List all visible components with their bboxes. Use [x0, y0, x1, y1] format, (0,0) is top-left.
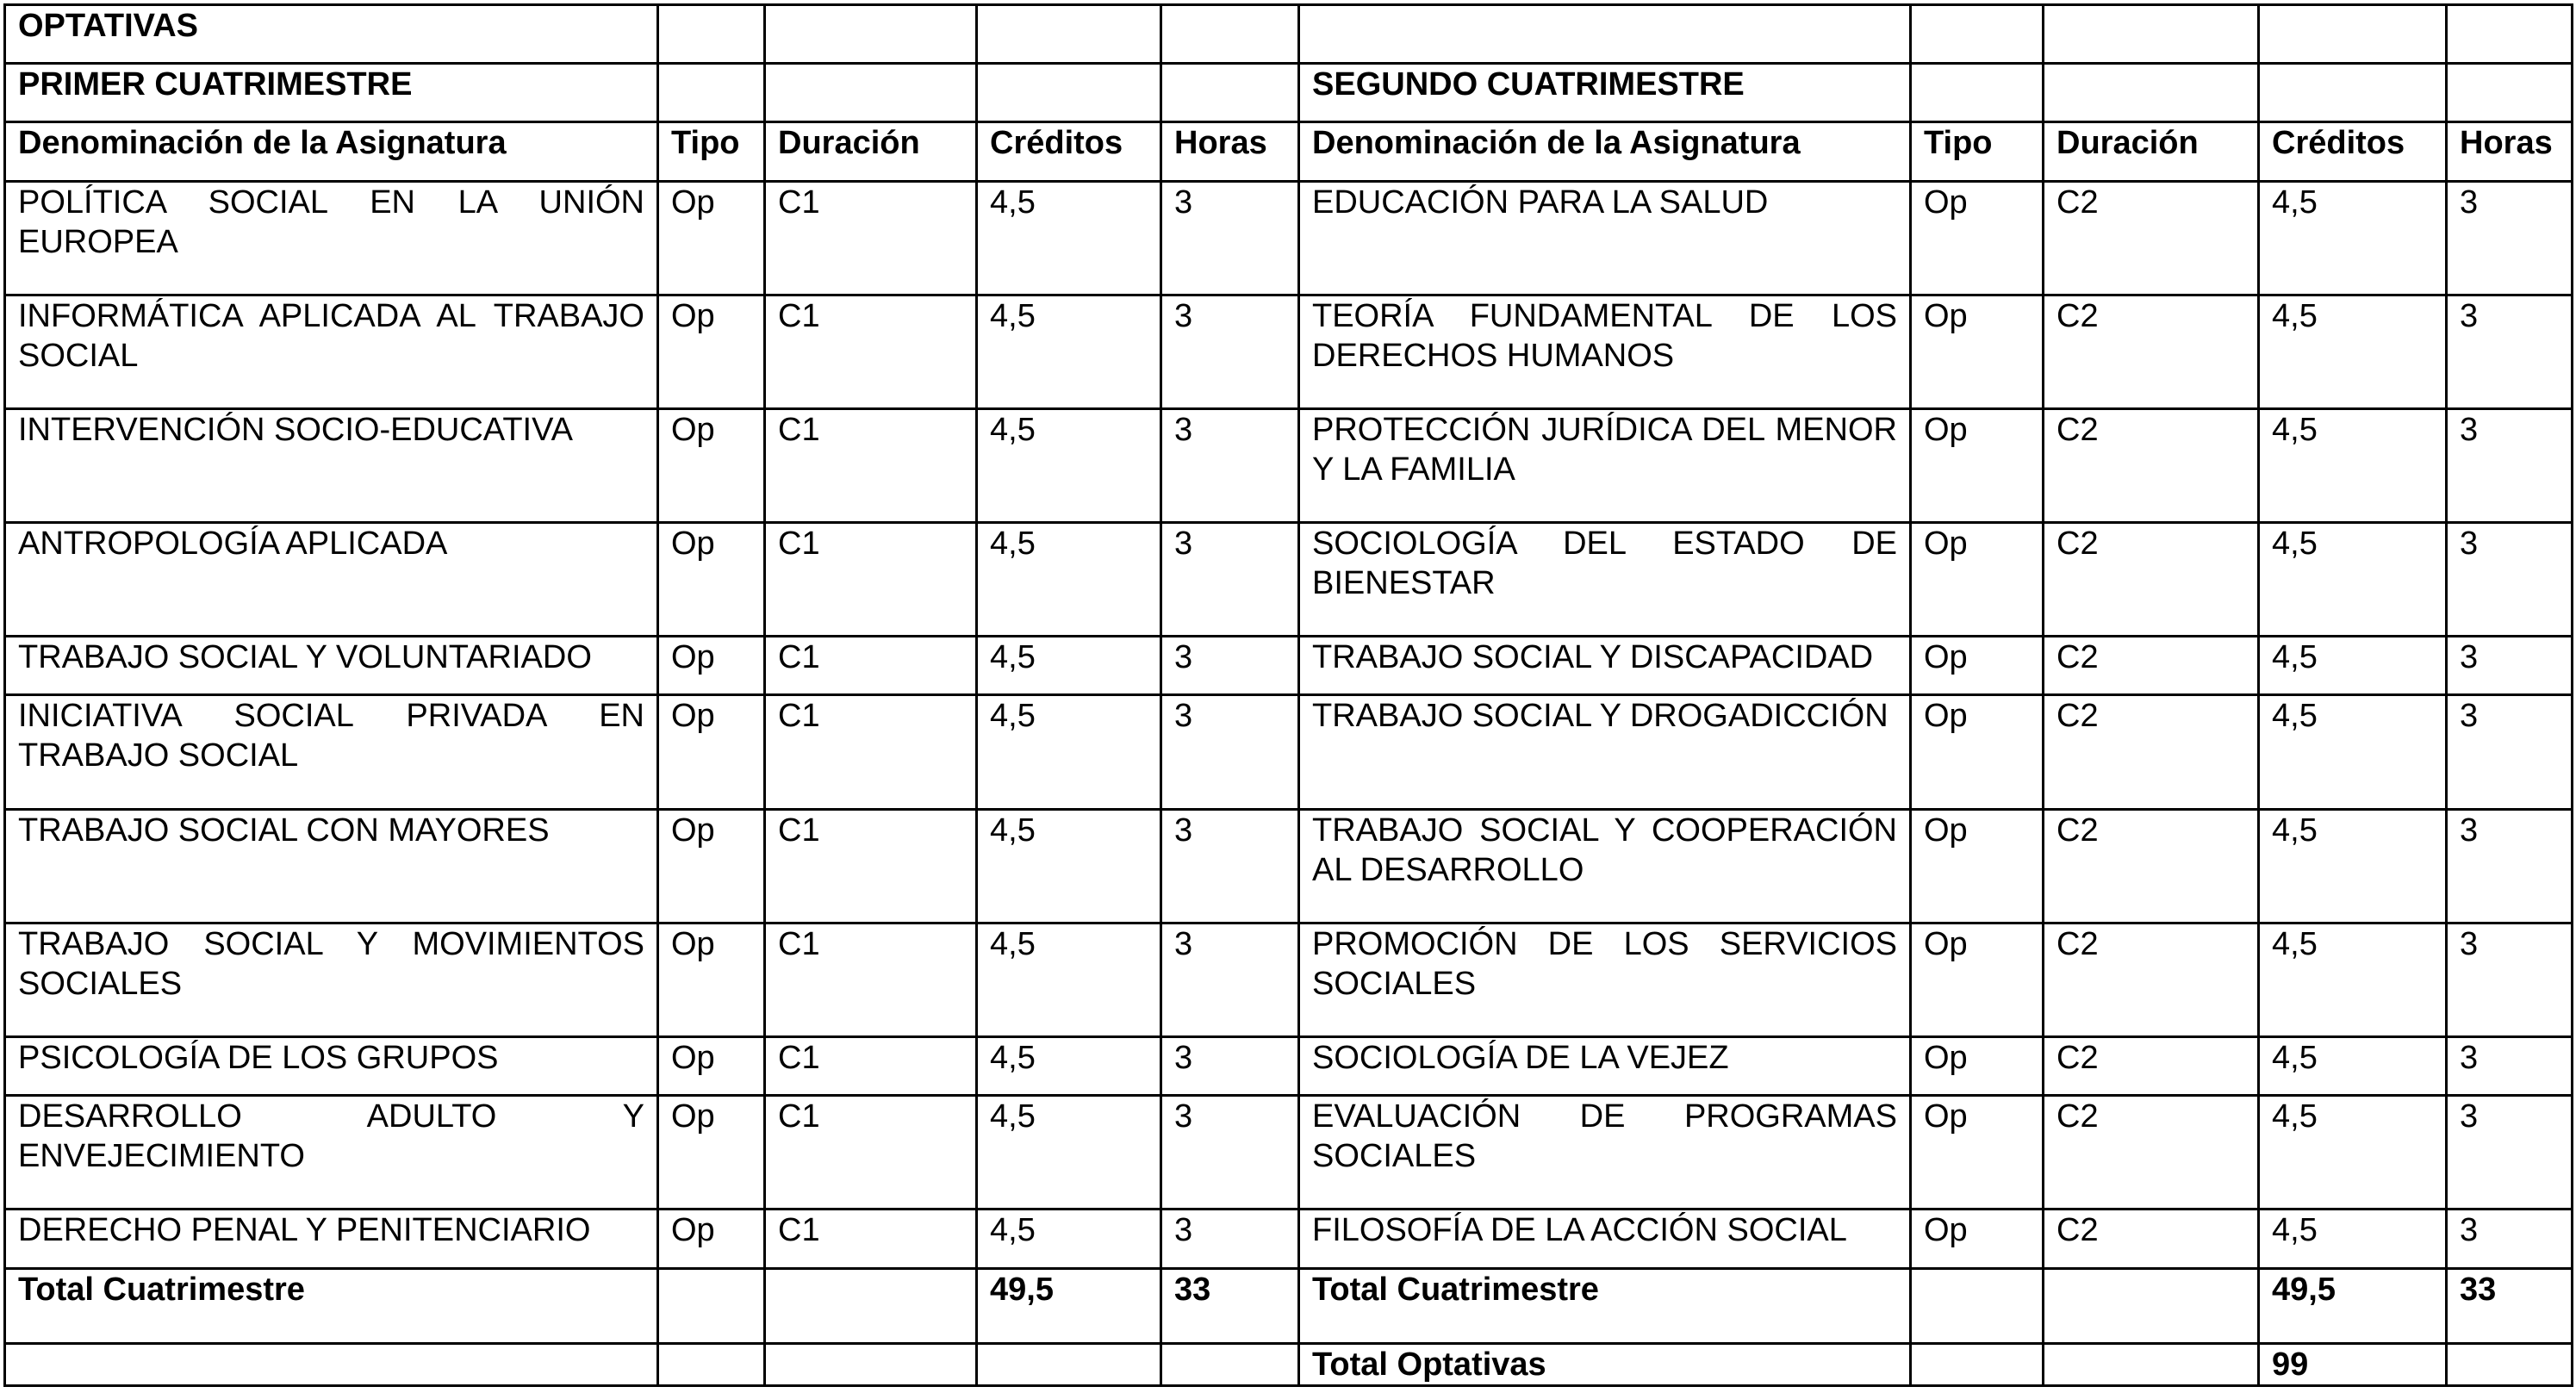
- course-tipo: Op: [1911, 408, 2044, 522]
- table-row: [5, 1210, 2573, 1268]
- course-creditos: 4,5: [977, 923, 1161, 1036]
- first-term-heading: PRIMER CUATRIMESTRE: [5, 64, 658, 122]
- course-duracion: C2: [2044, 1210, 2259, 1268]
- course-horas: 3: [2447, 1096, 2573, 1210]
- course-name: INTERVENCIÓN SOCIO-EDUCATIVA: [5, 408, 658, 522]
- col-header-horas: Horas: [1161, 122, 1299, 181]
- col-header-tipo: Tipo: [1911, 122, 2044, 181]
- course-name: INICIATIVA SOCIAL PRIVADA EN TRABAJO SOCIAL: [5, 695, 658, 809]
- course-creditos: 4,5: [2259, 1037, 2447, 1096]
- course-tipo: Op: [1911, 1210, 2044, 1268]
- course-creditos: 4,5: [977, 1037, 1161, 1096]
- course-creditos: 4,5: [2259, 408, 2447, 522]
- course-duracion: C2: [2044, 1096, 2259, 1210]
- course-tipo: Op: [1911, 295, 2044, 408]
- second-total-creditos: 49,5: [2259, 1268, 2447, 1343]
- course-name: TRABAJO SOCIAL CON MAYORES: [5, 809, 658, 923]
- course-horas: 3: [2447, 695, 2573, 809]
- course-creditos: 4,5: [977, 695, 1161, 809]
- course-duracion: C2: [2044, 809, 2259, 923]
- course-creditos: 4,5: [977, 1096, 1161, 1210]
- course-horas: 3: [2447, 1210, 2573, 1268]
- course-name: TEORÍA FUNDAMENTAL DE LOS DERECHOS HUMANOS: [1299, 295, 1911, 408]
- course-duracion: C2: [2044, 408, 2259, 522]
- col-header-duracion: Duración: [2044, 122, 2259, 181]
- course-name: DESARROLLO ADULTO Y ENVEJECIMIENTO: [5, 1096, 658, 1210]
- course-tipo: Op: [1911, 637, 2044, 695]
- second-total-horas: 33: [2447, 1268, 2573, 1343]
- totals-row: [5, 1268, 2573, 1343]
- col-header-tipo: Tipo: [658, 122, 765, 181]
- course-tipo: Op: [658, 295, 765, 408]
- course-tipo: Op: [658, 637, 765, 695]
- course-duracion: C2: [2044, 523, 2259, 637]
- course-horas: 3: [1161, 181, 1299, 295]
- course-tipo: Op: [1911, 181, 2044, 295]
- course-duracion: C2: [2044, 181, 2259, 295]
- grand-total-row: [5, 1344, 2573, 1386]
- table-row: [5, 408, 2573, 522]
- grand-total-label: Total Optativas: [1299, 1344, 1911, 1386]
- course-tipo: Op: [1911, 1096, 2044, 1210]
- second-term-heading: SEGUNDO CUATRIMESTRE: [1299, 64, 1911, 122]
- course-duracion: C1: [765, 1210, 977, 1268]
- course-name: PROTECCIÓN JURÍDICA DEL MENOR Y LA FAMILIA: [1299, 408, 1911, 522]
- course-tipo: Op: [658, 523, 765, 637]
- course-duracion: C1: [765, 923, 977, 1036]
- course-name: FILOSOFÍA DE LA ACCIÓN SOCIAL: [1299, 1210, 1911, 1268]
- course-tipo: Op: [658, 1096, 765, 1210]
- course-name: PSICOLOGÍA DE LOS GRUPOS: [5, 1037, 658, 1096]
- course-creditos: 4,5: [2259, 695, 2447, 809]
- course-duracion: C1: [765, 408, 977, 522]
- col-header-duracion: Duración: [765, 122, 977, 181]
- course-tipo: Op: [658, 923, 765, 1036]
- course-name: TRABAJO SOCIAL Y DISCAPACIDAD: [1299, 637, 1911, 695]
- course-creditos: 4,5: [977, 637, 1161, 695]
- optativas-table: [3, 3, 2573, 1387]
- course-creditos: 4,5: [977, 408, 1161, 522]
- table-row: [5, 181, 2573, 295]
- course-name: INFORMÁTICA APLICADA AL TRABAJO SOCIAL: [5, 295, 658, 408]
- course-tipo: Op: [1911, 809, 2044, 923]
- course-horas: 3: [1161, 1037, 1299, 1096]
- col-header-creditos: Créditos: [2259, 122, 2447, 181]
- course-name: PROMOCIÓN DE LOS SERVICIOS SOCIALES: [1299, 923, 1911, 1036]
- course-creditos: 4,5: [977, 295, 1161, 408]
- course-duracion: C2: [2044, 695, 2259, 809]
- course-tipo: Op: [658, 181, 765, 295]
- course-tipo: Op: [1911, 523, 2044, 637]
- course-horas: 3: [1161, 295, 1299, 408]
- section-heading-row: [5, 64, 2573, 122]
- col-header-name: Denominación de la Asignatura: [5, 122, 658, 181]
- course-name: POLÍTICA SOCIAL EN LA UNIÓN EUROPEA: [5, 181, 658, 295]
- course-duracion: C1: [765, 1037, 977, 1096]
- course-creditos: 4,5: [2259, 923, 2447, 1036]
- title-row: [5, 5, 2573, 64]
- course-creditos: 4,5: [977, 523, 1161, 637]
- course-duracion: C1: [765, 637, 977, 695]
- course-horas: 3: [2447, 523, 2573, 637]
- table-row: [5, 809, 2573, 923]
- course-name: TRABAJO SOCIAL Y VOLUNTARIADO: [5, 637, 658, 695]
- course-duracion: C2: [2044, 295, 2259, 408]
- table-title: OPTATIVAS: [5, 5, 658, 64]
- course-name: ANTROPOLOGÍA APLICADA: [5, 523, 658, 637]
- course-creditos: 4,5: [2259, 1210, 2447, 1268]
- course-tipo: Op: [658, 408, 765, 522]
- course-creditos: 4,5: [2259, 523, 2447, 637]
- course-tipo: Op: [1911, 923, 2044, 1036]
- table-row: [5, 1037, 2573, 1096]
- table-row: [5, 1096, 2573, 1210]
- course-name: EDUCACIÓN PARA LA SALUD: [1299, 181, 1911, 295]
- course-horas: 3: [1161, 1210, 1299, 1268]
- course-horas: 3: [1161, 923, 1299, 1036]
- col-header-name: Denominación de la Asignatura: [1299, 122, 1911, 181]
- course-horas: 3: [1161, 637, 1299, 695]
- course-name: EVALUACIÓN DE PROGRAMAS SOCIALES: [1299, 1096, 1911, 1210]
- first-total-label: Total Cuatrimestre: [5, 1268, 658, 1343]
- course-duracion: C1: [765, 181, 977, 295]
- course-horas: 3: [2447, 295, 2573, 408]
- course-creditos: 4,5: [2259, 295, 2447, 408]
- course-creditos: 4,5: [2259, 1096, 2447, 1210]
- course-horas: 3: [2447, 408, 2573, 522]
- course-creditos: 4,5: [2259, 181, 2447, 295]
- course-horas: 3: [2447, 923, 2573, 1036]
- course-duracion: C1: [765, 695, 977, 809]
- course-name: TRABAJO SOCIAL Y MOVIMIENTOS SOCIALES: [5, 923, 658, 1036]
- course-duracion: C1: [765, 809, 977, 923]
- table-row: [5, 637, 2573, 695]
- grand-total-creditos: 99: [2259, 1344, 2447, 1386]
- course-horas: 3: [2447, 181, 2573, 295]
- course-tipo: Op: [658, 695, 765, 809]
- second-total-label: Total Cuatrimestre: [1299, 1268, 1911, 1343]
- course-horas: 3: [2447, 637, 2573, 695]
- column-header-row: [5, 122, 2573, 181]
- course-duracion: C2: [2044, 923, 2259, 1036]
- course-name: TRABAJO SOCIAL Y COOPERACIÓN AL DESARROLLO: [1299, 809, 1911, 923]
- first-total-creditos: 49,5: [977, 1268, 1161, 1343]
- course-tipo: Op: [658, 809, 765, 923]
- course-duracion: C2: [2044, 1037, 2259, 1096]
- course-creditos: 4,5: [2259, 637, 2447, 695]
- col-header-horas: Horas: [2447, 122, 2573, 181]
- course-horas: 3: [1161, 523, 1299, 637]
- table-row: [5, 523, 2573, 637]
- course-name: TRABAJO SOCIAL Y DROGADICCIÓN: [1299, 695, 1911, 809]
- course-creditos: 4,5: [977, 181, 1161, 295]
- course-name: SOCIOLOGÍA DE LA VEJEZ: [1299, 1037, 1911, 1096]
- course-duracion: C1: [765, 295, 977, 408]
- course-tipo: Op: [1911, 695, 2044, 809]
- course-horas: 3: [2447, 1037, 2573, 1096]
- table-row: [5, 295, 2573, 408]
- course-tipo: Op: [658, 1037, 765, 1096]
- course-horas: 3: [2447, 809, 2573, 923]
- course-duracion: C2: [2044, 637, 2259, 695]
- col-header-creditos: Créditos: [977, 122, 1161, 181]
- course-name: DERECHO PENAL Y PENITENCIARIO: [5, 1210, 658, 1268]
- table-row: [5, 695, 2573, 809]
- course-horas: 3: [1161, 695, 1299, 809]
- course-horas: 3: [1161, 809, 1299, 923]
- course-horas: 3: [1161, 1096, 1299, 1210]
- course-name: SOCIOLOGÍA DEL ESTADO DE BIENESTAR: [1299, 523, 1911, 637]
- first-total-horas: 33: [1161, 1268, 1299, 1343]
- course-rows: [5, 181, 2573, 1268]
- course-tipo: Op: [658, 1210, 765, 1268]
- course-creditos: 4,5: [2259, 809, 2447, 923]
- course-duracion: C1: [765, 523, 977, 637]
- table-row: [5, 923, 2573, 1036]
- course-horas: 3: [1161, 408, 1299, 522]
- course-tipo: Op: [1911, 1037, 2044, 1096]
- course-duracion: C1: [765, 1096, 977, 1210]
- course-creditos: 4,5: [977, 809, 1161, 923]
- course-creditos: 4,5: [977, 1210, 1161, 1268]
